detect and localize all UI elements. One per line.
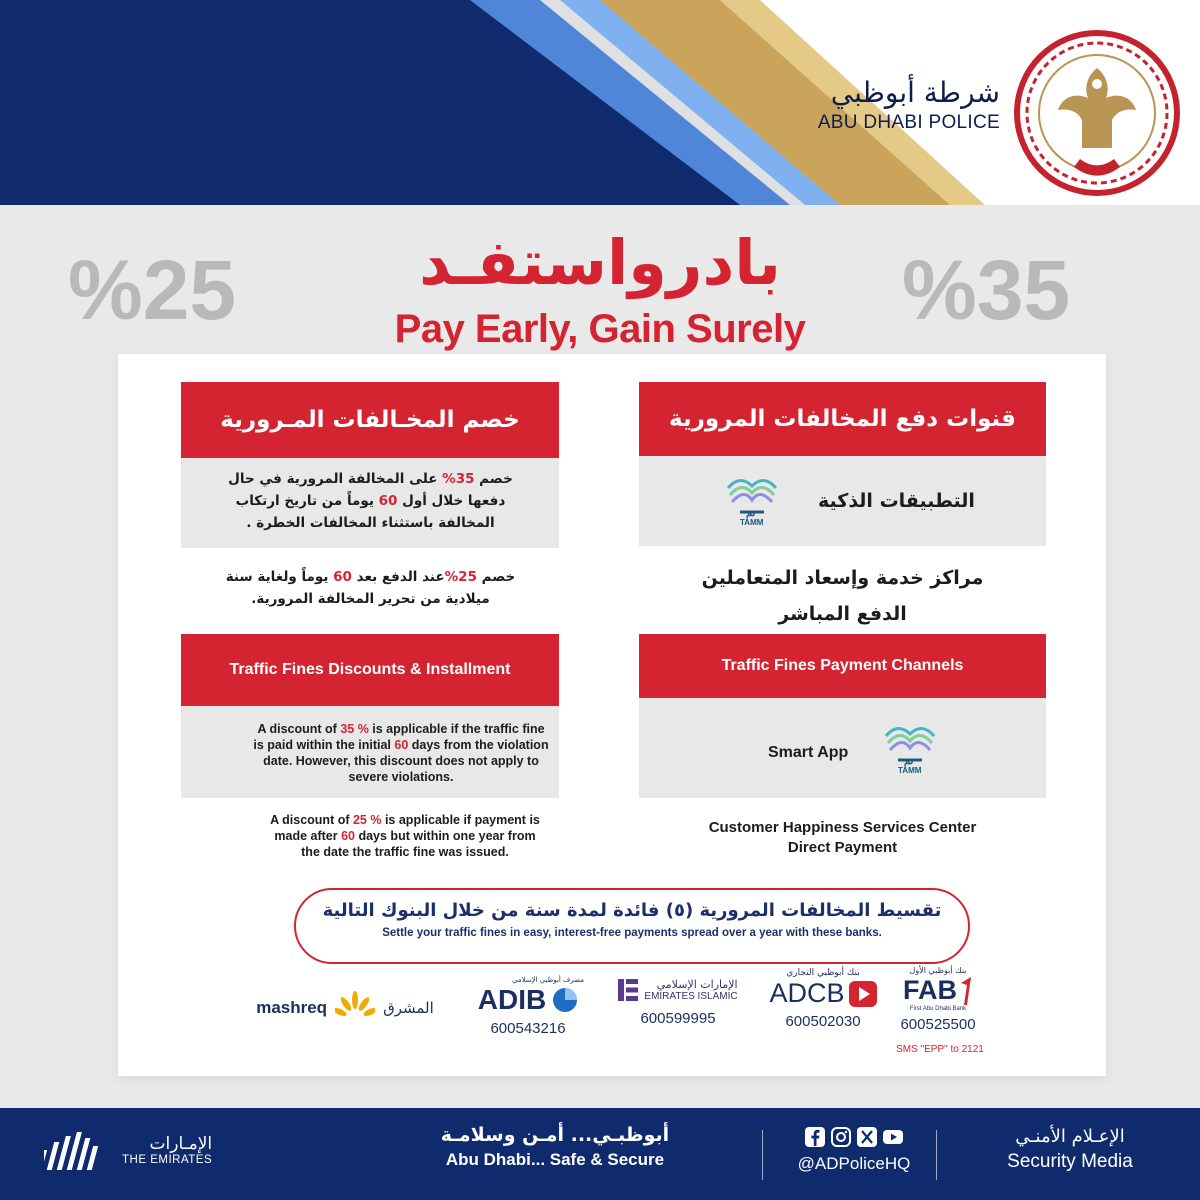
social-links bbox=[784, 1126, 924, 1174]
adcb-name-ar: بنك أبوظبي التجاري bbox=[786, 968, 860, 978]
channels-heading-en: Traffic Fines Payment Channels bbox=[639, 634, 1046, 698]
discount-35-text-en: A discount of 35 % is applicable if the traffic fine is paid within the initial 60 days from the violation date. However, this discount does not apply to severe violations. bbox=[253, 722, 549, 784]
police-title-en: ABU DHABI POLICE bbox=[817, 112, 1000, 133]
fab-subtitle: First Abu Dhabi Bank bbox=[909, 1006, 967, 1012]
emirates-ar: الإمـارات bbox=[149, 1134, 213, 1154]
security-media-en: Security Media bbox=[1007, 1151, 1133, 1172]
smart-apps-label-ar: التطبيقات الذكية bbox=[818, 490, 975, 512]
youtube-icon[interactable] bbox=[882, 1126, 904, 1148]
slogan bbox=[420, 1124, 690, 1170]
fab-sms-instruction: SMS "EPP" to 2121 bbox=[896, 1044, 984, 1055]
emirates-islamic-name-ar: الإمارات الإسلامي bbox=[656, 978, 738, 991]
x-icon[interactable] bbox=[856, 1126, 878, 1148]
service-centers-en: Customer Happiness Services Center Direct Payment bbox=[708, 819, 977, 856]
footer-divider bbox=[936, 1130, 937, 1180]
bank-emirates-islamic bbox=[602, 978, 754, 1027]
adib-name-en: ADIB bbox=[477, 984, 547, 1015]
emirates-brand bbox=[44, 1128, 212, 1172]
bg-percent-25: %25 bbox=[68, 243, 237, 337]
police-title bbox=[818, 78, 1000, 134]
channels-heading-ar: قنوات دفع المخالفات المرورية bbox=[639, 382, 1046, 456]
adib-phone: 600543216 bbox=[490, 1020, 566, 1037]
tamm-logo bbox=[722, 468, 782, 538]
fab-name-ar: بنك أبوظبي الأول bbox=[909, 966, 967, 975]
security-media bbox=[980, 1126, 1160, 1173]
social-icons bbox=[784, 1126, 924, 1148]
slogan-ar: أبوظبـي... أمـن وسلامـة bbox=[440, 1124, 670, 1146]
tamm-logo-ar: تم bbox=[904, 756, 914, 767]
emirates-islamic-phone: 600599995 bbox=[640, 1010, 716, 1027]
tamm-logo-en: TAMM bbox=[740, 518, 764, 527]
discount-25-text-en: A discount of 25 % is applicable if payment is made after 60 days but within one year from the date the traffic fine was issued. bbox=[270, 813, 540, 859]
police-seal-logo bbox=[1012, 28, 1182, 198]
fab-phone: 600525500 bbox=[900, 1016, 976, 1033]
mashreq-name-en: mashreq bbox=[256, 998, 328, 1017]
discount-35-text-ar: خصم 35% على المخالفة المرورية في حال دفعها خلال أول 60 يوماً من تاريخ ارتكاب المخالفة باستثناء المخالفات الخطرة . bbox=[228, 471, 513, 531]
bank-fab bbox=[876, 966, 1000, 1033]
fab-logo-icon bbox=[959, 977, 973, 1005]
footer-divider bbox=[762, 1130, 763, 1180]
emirates-logo-icon bbox=[44, 1128, 110, 1172]
footer bbox=[0, 1108, 1200, 1200]
tamm-logo-ar: تم bbox=[746, 508, 756, 519]
campaign-title-en: Pay Early, Gain Surely bbox=[394, 307, 806, 351]
instagram-icon[interactable] bbox=[830, 1126, 852, 1148]
police-title-ar: شرطة أبوظبي bbox=[830, 76, 1000, 109]
bg-percent-35: %35 bbox=[902, 243, 1071, 337]
mashreq-logo-icon bbox=[335, 990, 375, 1026]
campaign-title-ar: بادرواستفـد bbox=[419, 226, 781, 299]
adcb-phone: 600502030 bbox=[785, 1013, 861, 1030]
discounts-heading-en: Traffic Fines Discounts & Installment bbox=[181, 634, 559, 706]
tamm-logo bbox=[880, 716, 940, 786]
service-centers-ar: مراكز خدمة وإسعاد المتعاملين الدفع المباشر bbox=[701, 567, 984, 625]
emirates-islamic-logo-icon bbox=[618, 979, 638, 1001]
mashreq-name-ar: المشرق bbox=[383, 999, 434, 1017]
info-card bbox=[118, 354, 1106, 1076]
bank-mashreq bbox=[230, 990, 460, 1026]
installment-text-ar: تقسيط المخالفات المرورية (٥) فائدة لمدة سنة من خلال البنوك التالية bbox=[322, 900, 942, 921]
social-handle[interactable]: @ADPoliceHQ bbox=[797, 1154, 911, 1173]
installment-text-en: Settle your traffic fines in easy, interest-free payments spread over a year with these banks. bbox=[382, 927, 882, 939]
security-media-ar: الإعـلام الأمنـي bbox=[1015, 1126, 1125, 1147]
discounts-heading-ar: خصم المخـالفات المـرورية bbox=[181, 382, 559, 458]
emirates-wordmark bbox=[122, 1134, 212, 1166]
discount-25-text-ar: خصم 25%عند الدفع بعد 60 يوماً ولغاية سنة ميلادية من تحرير المخالفة المرورية. bbox=[225, 569, 516, 607]
smart-app-label-en: Smart App bbox=[768, 744, 849, 761]
emirates-en: THE EMIRATES bbox=[122, 1154, 213, 1166]
header bbox=[0, 0, 1200, 205]
adib-name-ar: مصرف أبوظبي الإسلامي bbox=[512, 976, 584, 984]
adib-logo-icon bbox=[552, 987, 578, 1013]
slogan-en: Abu Dhabi... Safe & Secure bbox=[445, 1150, 665, 1169]
emirates-islamic-name-en: EMIRATES ISLAMIC bbox=[644, 991, 738, 1002]
bank-adib bbox=[453, 976, 603, 1037]
adcb-logo-icon bbox=[849, 981, 877, 1007]
fab-name-en: FAB bbox=[903, 975, 957, 1005]
facebook-icon[interactable] bbox=[804, 1126, 826, 1148]
adcb-name-en: ADCB bbox=[769, 978, 845, 1008]
installment-banner bbox=[294, 888, 970, 964]
tamm-logo-en: TAMM bbox=[898, 766, 922, 775]
